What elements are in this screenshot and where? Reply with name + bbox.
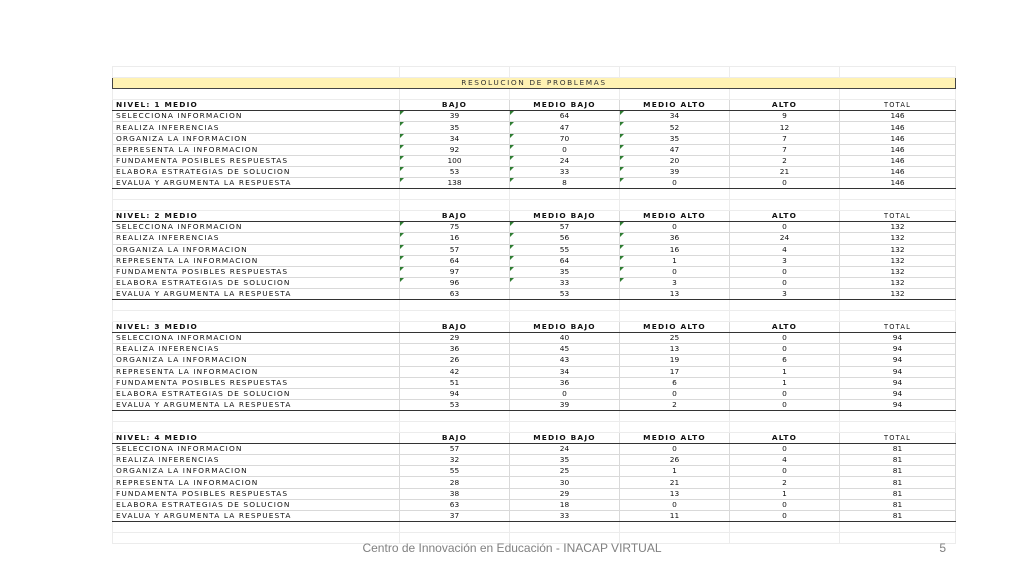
- cell-bajo: 34: [400, 133, 510, 144]
- table-row: [113, 510, 956, 521]
- skill-label: FUNDAMENTA POSIBLES RESPUESTAS: [113, 488, 400, 499]
- cell-alto: 0: [730, 510, 840, 521]
- cell-bajo: 138: [400, 177, 510, 188]
- cell-medio-alto: 1: [620, 466, 730, 477]
- cell-medio-alto: 0: [620, 444, 730, 455]
- cell-bajo: 36: [400, 344, 510, 355]
- cell-medio-alto: 0: [620, 222, 730, 233]
- skill-label: ORGANIZA LA INFORMACION: [113, 355, 400, 366]
- level-name: NIVEL: 2 MEDIO: [113, 211, 400, 222]
- cell-medio-alto: 52: [620, 122, 730, 133]
- cell-alto: 4: [730, 455, 840, 466]
- cell-total: 132: [840, 255, 956, 266]
- cell-bajo: 38: [400, 488, 510, 499]
- cell-medio-bajo: 35: [510, 266, 620, 277]
- cell-medio-bajo: 57: [510, 222, 620, 233]
- cell-total: 132: [840, 266, 956, 277]
- table-row: [113, 388, 956, 399]
- cell-bajo: 28: [400, 477, 510, 488]
- empty-row: [113, 422, 956, 433]
- skill-label: FUNDAMENTA POSIBLES RESPUESTAS: [113, 155, 400, 166]
- cell-medio-alto: 13: [620, 344, 730, 355]
- cell-medio-alto: 36: [620, 233, 730, 244]
- skill-label: ORGANIZA LA INFORMACION: [113, 133, 400, 144]
- cell-alto: 0: [730, 344, 840, 355]
- cell-medio-bajo: 25: [510, 466, 620, 477]
- cell-bajo: 63: [400, 288, 510, 299]
- cell-medio-alto: 13: [620, 288, 730, 299]
- level-header-row: [113, 100, 956, 111]
- skill-label: REALIZA INFERENCIAS: [113, 122, 400, 133]
- cell-medio-bajo: 39: [510, 399, 620, 410]
- cell-medio-alto: 17: [620, 366, 730, 377]
- empty-row: [113, 299, 956, 310]
- cell-alto: 0: [730, 444, 840, 455]
- cell-medio-bajo: 36: [510, 377, 620, 388]
- skill-label: ELABORA ESTRATEGIAS DE SOLUCION: [113, 388, 400, 399]
- cell-medio-alto: 21: [620, 477, 730, 488]
- cell-medio-bajo: 53: [510, 288, 620, 299]
- table-row: [113, 133, 956, 144]
- cell-bajo: 16: [400, 233, 510, 244]
- cell-total: 146: [840, 133, 956, 144]
- cell-medio-bajo: 70: [510, 133, 620, 144]
- skill-label: ELABORA ESTRATEGIAS DE SOLUCION: [113, 277, 400, 288]
- level-name: NIVEL: 4 MEDIO: [113, 433, 400, 444]
- skill-label: SELECCIONA INFORMACION: [113, 444, 400, 455]
- table-row: [113, 333, 956, 344]
- table-row: [113, 222, 956, 233]
- cell-bajo: 37: [400, 510, 510, 521]
- cell-alto: 0: [730, 499, 840, 510]
- cell-total: 94: [840, 366, 956, 377]
- cell-medio-bajo: 56: [510, 233, 620, 244]
- skill-label: ELABORA ESTRATEGIAS DE SOLUCION: [113, 166, 400, 177]
- cell-total: 94: [840, 333, 956, 344]
- column-header-bajo: BAJO: [400, 211, 510, 222]
- cell-medio-alto: 35: [620, 133, 730, 144]
- column-header-alto: ALTO: [730, 322, 840, 333]
- cell-medio-alto: 1: [620, 255, 730, 266]
- cell-alto: 0: [730, 266, 840, 277]
- skill-label: SELECCIONA INFORMACION: [113, 222, 400, 233]
- empty-row: [113, 521, 956, 532]
- cell-medio-bajo: 30: [510, 477, 620, 488]
- cell-medio-bajo: 33: [510, 510, 620, 521]
- cell-alto: 0: [730, 388, 840, 399]
- cell-bajo: 57: [400, 444, 510, 455]
- cell-medio-alto: 0: [620, 266, 730, 277]
- skill-label: SELECCIONA INFORMACION: [113, 111, 400, 122]
- cell-medio-alto: 20: [620, 155, 730, 166]
- cell-medio-alto: 6: [620, 377, 730, 388]
- cell-medio-alto: 25: [620, 333, 730, 344]
- cell-medio-bajo: 8: [510, 177, 620, 188]
- skill-label: ORGANIZA LA INFORMACION: [113, 244, 400, 255]
- cell-medio-alto: 16: [620, 244, 730, 255]
- cell-total: 132: [840, 277, 956, 288]
- cell-alto: 3: [730, 288, 840, 299]
- cell-alto: 0: [730, 177, 840, 188]
- skill-label: EVALUA Y ARGUMENTA LA RESPUESTA: [113, 288, 400, 299]
- cell-bajo: 97: [400, 266, 510, 277]
- skill-label: REPRESENTA LA INFORMACION: [113, 255, 400, 266]
- column-header-medio-bajo: MEDIO BAJO: [510, 211, 620, 222]
- cell-medio-bajo: 18: [510, 499, 620, 510]
- cell-medio-bajo: 34: [510, 366, 620, 377]
- cell-medio-alto: 47: [620, 144, 730, 155]
- table-row: [113, 177, 956, 188]
- cell-medio-alto: 3: [620, 277, 730, 288]
- cell-total: 81: [840, 477, 956, 488]
- cell-bajo: 53: [400, 166, 510, 177]
- skill-label: REALIZA INFERENCIAS: [113, 344, 400, 355]
- cell-medio-bajo: 43: [510, 355, 620, 366]
- table-row: [113, 455, 956, 466]
- cell-total: 81: [840, 455, 956, 466]
- cell-total: 132: [840, 244, 956, 255]
- cell-bajo: 35: [400, 122, 510, 133]
- cell-medio-bajo: 55: [510, 244, 620, 255]
- cell-alto: 2: [730, 477, 840, 488]
- table-row: [113, 277, 956, 288]
- table-row: [113, 488, 956, 499]
- empty-row: [113, 189, 956, 200]
- table-row: [113, 233, 956, 244]
- table-row: [113, 144, 956, 155]
- cell-bajo: 29: [400, 333, 510, 344]
- column-header-total: TOTAL: [840, 100, 956, 111]
- table-row: [113, 288, 956, 299]
- cell-alto: 9: [730, 111, 840, 122]
- cell-total: 81: [840, 466, 956, 477]
- cell-medio-bajo: 45: [510, 344, 620, 355]
- empty-row: [113, 67, 956, 78]
- column-header-alto: ALTO: [730, 100, 840, 111]
- cell-alto: 0: [730, 277, 840, 288]
- column-header-total: TOTAL: [840, 322, 956, 333]
- cell-bajo: 63: [400, 499, 510, 510]
- cell-alto: 2: [730, 155, 840, 166]
- column-header-total: TOTAL: [840, 211, 956, 222]
- cell-total: 146: [840, 177, 956, 188]
- cell-medio-bajo: 64: [510, 111, 620, 122]
- table-row: [113, 444, 956, 455]
- skill-label: REPRESENTA LA INFORMACION: [113, 366, 400, 377]
- column-header-medio-bajo: MEDIO BAJO: [510, 433, 620, 444]
- skill-label: ORGANIZA LA INFORMACION: [113, 466, 400, 477]
- column-header-medio-bajo: MEDIO BAJO: [510, 322, 620, 333]
- cell-total: 132: [840, 233, 956, 244]
- cell-alto: 21: [730, 166, 840, 177]
- cell-total: 94: [840, 388, 956, 399]
- column-header-bajo: BAJO: [400, 322, 510, 333]
- cell-medio-bajo: 35: [510, 455, 620, 466]
- cell-alto: 0: [730, 222, 840, 233]
- results-table-body: [113, 67, 956, 544]
- cell-total: 94: [840, 355, 956, 366]
- empty-row: [113, 89, 956, 100]
- cell-medio-alto: 0: [620, 388, 730, 399]
- table-row: [113, 355, 956, 366]
- cell-alto: 1: [730, 377, 840, 388]
- cell-bajo: 42: [400, 366, 510, 377]
- table-row: [113, 344, 956, 355]
- table-row: [113, 366, 956, 377]
- column-header-medio-alto: MEDIO ALTO: [620, 211, 730, 222]
- cell-alto: 1: [730, 488, 840, 499]
- cell-total: 81: [840, 499, 956, 510]
- table-row: [113, 255, 956, 266]
- cell-alto: 7: [730, 133, 840, 144]
- cell-alto: 0: [730, 466, 840, 477]
- skill-label: FUNDAMENTA POSIBLES RESPUESTAS: [113, 266, 400, 277]
- cell-alto: 6: [730, 355, 840, 366]
- table-row: [113, 477, 956, 488]
- cell-medio-bajo: 47: [510, 122, 620, 133]
- table-row: [113, 399, 956, 410]
- cell-bajo: 100: [400, 155, 510, 166]
- cell-bajo: 64: [400, 255, 510, 266]
- cell-medio-alto: 19: [620, 355, 730, 366]
- table-row: [113, 122, 956, 133]
- cell-total: 146: [840, 144, 956, 155]
- cell-total: 94: [840, 399, 956, 410]
- table-row: [113, 244, 956, 255]
- column-header-medio-alto: MEDIO ALTO: [620, 100, 730, 111]
- cell-medio-bajo: 33: [510, 166, 620, 177]
- cell-total: 132: [840, 222, 956, 233]
- cell-medio-bajo: 33: [510, 277, 620, 288]
- cell-total: 146: [840, 155, 956, 166]
- column-header-medio-alto: MEDIO ALTO: [620, 322, 730, 333]
- level-header-row: [113, 433, 956, 444]
- cell-bajo: 55: [400, 466, 510, 477]
- cell-alto: 24: [730, 233, 840, 244]
- table-row: [113, 266, 956, 277]
- cell-medio-alto: 11: [620, 510, 730, 521]
- table-row: [113, 166, 956, 177]
- table-row: [113, 499, 956, 510]
- cell-bajo: 57: [400, 244, 510, 255]
- cell-total: 81: [840, 510, 956, 521]
- cell-bajo: 92: [400, 144, 510, 155]
- cell-total: 146: [840, 111, 956, 122]
- cell-bajo: 94: [400, 388, 510, 399]
- cell-total: 132: [840, 288, 956, 299]
- cell-medio-bajo: 24: [510, 444, 620, 455]
- cell-medio-alto: 34: [620, 111, 730, 122]
- cell-alto: 12: [730, 122, 840, 133]
- cell-bajo: 26: [400, 355, 510, 366]
- empty-row: [113, 410, 956, 421]
- title-row: [113, 78, 956, 89]
- skill-label: EVALUA Y ARGUMENTA LA RESPUESTA: [113, 177, 400, 188]
- cell-alto: 1: [730, 366, 840, 377]
- cell-alto: 0: [730, 399, 840, 410]
- cell-medio-alto: 0: [620, 177, 730, 188]
- cell-medio-bajo: 0: [510, 144, 620, 155]
- cell-medio-alto: 0: [620, 499, 730, 510]
- cell-medio-alto: 13: [620, 488, 730, 499]
- skill-label: SELECCIONA INFORMACION: [113, 333, 400, 344]
- cell-medio-alto: 26: [620, 455, 730, 466]
- skill-label: REPRESENTA LA INFORMACION: [113, 477, 400, 488]
- column-header-bajo: BAJO: [400, 100, 510, 111]
- cell-total: 146: [840, 122, 956, 133]
- column-header-alto: ALTO: [730, 211, 840, 222]
- cell-medio-alto: 39: [620, 166, 730, 177]
- cell-bajo: 96: [400, 277, 510, 288]
- cell-alto: 7: [730, 144, 840, 155]
- cell-alto: 3: [730, 255, 840, 266]
- cell-medio-bajo: 0: [510, 388, 620, 399]
- skill-label: REALIZA INFERENCIAS: [113, 233, 400, 244]
- results-table: [112, 66, 956, 544]
- cell-bajo: 32: [400, 455, 510, 466]
- skill-label: FUNDAMENTA POSIBLES RESPUESTAS: [113, 377, 400, 388]
- skill-label: EVALUA Y ARGUMENTA LA RESPUESTA: [113, 399, 400, 410]
- column-header-medio-alto: MEDIO ALTO: [620, 433, 730, 444]
- cell-medio-bajo: 64: [510, 255, 620, 266]
- table-row: [113, 111, 956, 122]
- level-header-row: [113, 322, 956, 333]
- empty-row: [113, 200, 956, 211]
- column-header-alto: ALTO: [730, 433, 840, 444]
- footer-text: Centro de Innovación en Educación - INACAP VIRTUAL: [362, 541, 662, 555]
- cell-total: 81: [840, 444, 956, 455]
- column-header-medio-bajo: MEDIO BAJO: [510, 100, 620, 111]
- cell-alto: 4: [730, 244, 840, 255]
- cell-medio-bajo: 24: [510, 155, 620, 166]
- empty-row: [113, 311, 956, 322]
- cell-total: 146: [840, 166, 956, 177]
- cell-alto: 0: [730, 333, 840, 344]
- skill-label: EVALUA Y ARGUMENTA LA RESPUESTA: [113, 510, 400, 521]
- cell-medio-bajo: 29: [510, 488, 620, 499]
- table-row: [113, 377, 956, 388]
- cell-total: 81: [840, 488, 956, 499]
- cell-total: 94: [840, 344, 956, 355]
- cell-bajo: 53: [400, 399, 510, 410]
- cell-medio-bajo: 40: [510, 333, 620, 344]
- level-name: NIVEL: 3 MEDIO: [113, 322, 400, 333]
- table-row: [113, 466, 956, 477]
- cell-total: 94: [840, 377, 956, 388]
- cell-medio-alto: 2: [620, 399, 730, 410]
- skill-label: ELABORA ESTRATEGIAS DE SOLUCION: [113, 499, 400, 510]
- column-header-bajo: BAJO: [400, 433, 510, 444]
- cell-bajo: 51: [400, 377, 510, 388]
- level-header-row: [113, 211, 956, 222]
- cell-bajo: 75: [400, 222, 510, 233]
- level-name: NIVEL: 1 MEDIO: [113, 100, 400, 111]
- table-row: [113, 155, 956, 166]
- table-title: RESOLUCION DE PROBLEMAS: [113, 78, 956, 89]
- skill-label: REPRESENTA LA INFORMACION: [113, 144, 400, 155]
- cell-bajo: 39: [400, 111, 510, 122]
- page-number: 5: [939, 541, 946, 555]
- skill-label: REALIZA INFERENCIAS: [113, 455, 400, 466]
- column-header-total: TOTAL: [840, 433, 956, 444]
